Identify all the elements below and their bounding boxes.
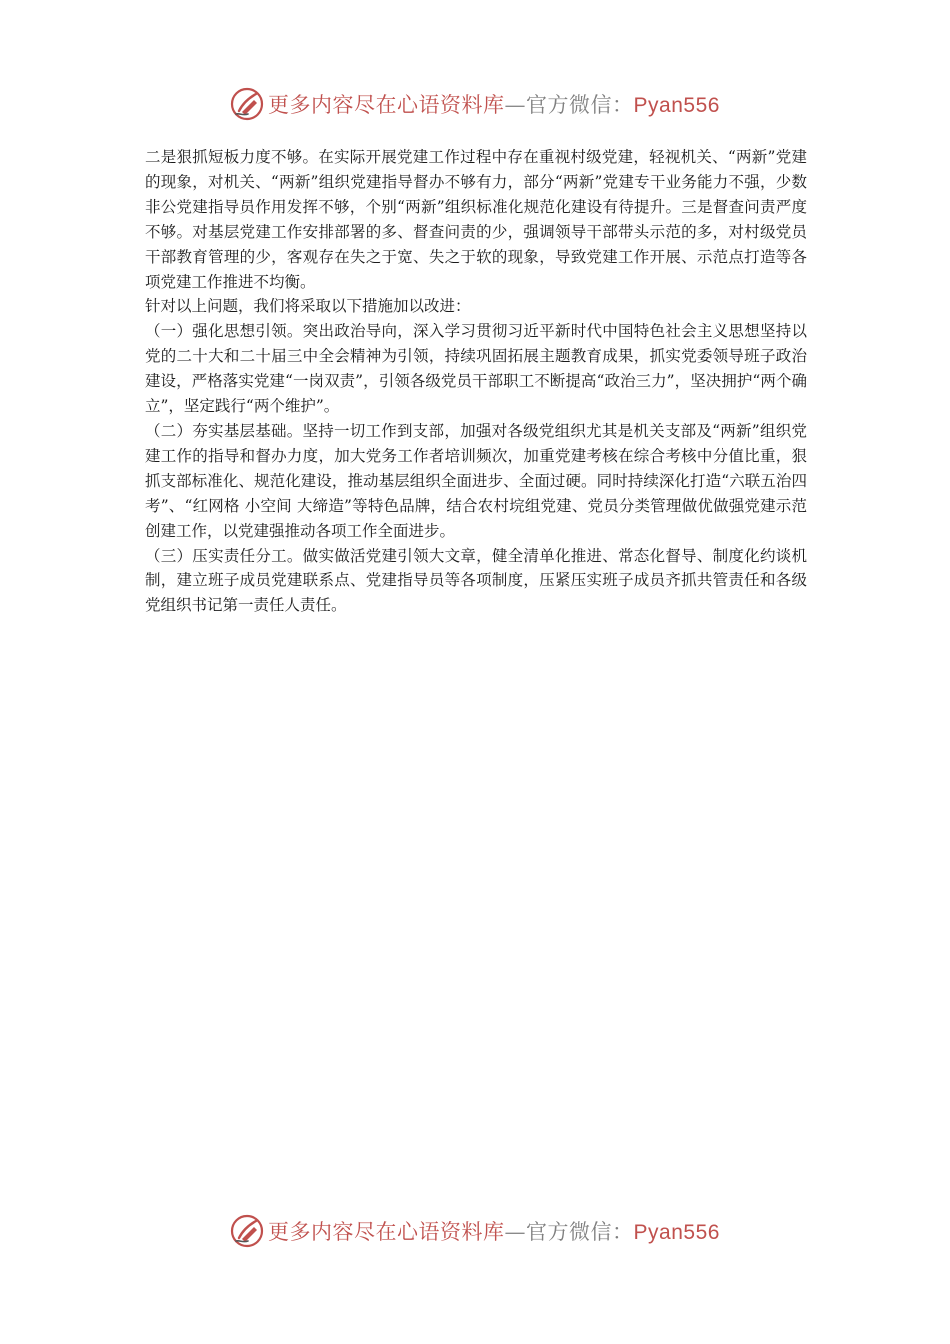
paragraph-measure-2: （二）夯实基层基础。坚持一切工作到支部，加强对各级党组织尤其是机关支部及“两新”组织党建工作的指导和督办力度，加大党务工作者培训频次，加重党建考核在综合考核中分值比重，狠抓支部标准化、规范化建设，推动基层组织全面进步、全面过硬。同时持续深化打造“六联五治四考”、“红网格 小空间 大缔造”等特色品牌，结合农村垸组党建、党员分类管理做优做强党建示范创建工作，以党建强推动各项工作全面进步。 (145, 421, 807, 540)
paragraph-measure-1: （一）强化思想引领。突出政治导向，深入学习贯彻习近平新时代中国特色社会主义思想坚持以党的二十大和二十届三中全会精神为引领，持续巩固拓展主题教育成果，抓实党委领导班子政治建设，严格落实党建“一岗双责”，引领各级党员干部职工不断提高“政治三力”，坚决拥护“两个确立”，坚定践行“两个维护”。 (145, 322, 807, 416)
paragraph-measures-intro: 针对以上问题，我们将采取以下措施加以改进： (145, 297, 471, 316)
paragraph-shortcomings: 二是狠抓短板力度不够。在实际开展党建工作过程中存在重视村级党建，轻视机关、“两新”党建的现象，对机关、“两新”组织党建指导督办不够有力，部分“两新”党建专干业务能力不强，少数非公党建指导员作用发挥不够，个别“两新”组织标准化规范化建设有待提升。三是督查问责严度不够。对基层党建工作安排部署的多、督查问责的少，强调领导干部带头示范的多，对村级党员干部教育管理的少，客观存在失之于宽、失之于软的现象，导致党建工作开展、示范点打造等各项党建工作推进不均衡。 (145, 148, 807, 291)
pen-signature-logo-icon (230, 1214, 264, 1248)
banner-dash: — (504, 1220, 527, 1244)
banner-main-text: 更多内容尽在心语资料库 (268, 93, 505, 117)
banner-text (268, 1216, 720, 1246)
banner-wechat-label: 官方微信： (526, 93, 634, 117)
banner-text (268, 89, 720, 119)
banner-wechat-id: Pyan556 (633, 94, 720, 117)
banner-main-text: 更多内容尽在心语资料库 (268, 1220, 505, 1244)
footer-banner-content (230, 1214, 720, 1248)
document-body (145, 145, 807, 618)
pen-signature-logo-icon (230, 87, 264, 121)
paragraph-measure-3: （三）压实责任分工。做实做活党建引领大文章，健全清单化推进、常态化督导、制度化约谈机制，建立班子成员党建联系点、党建指导员等各项制度，压紧压实班子成员齐抓共管责任和各级党组织书记第一责任人责任。 (145, 546, 807, 615)
banner-wechat-label: 官方微信： (526, 1220, 634, 1244)
header-banner-content (230, 87, 720, 121)
header-banner (0, 84, 950, 124)
footer-banner (0, 1211, 950, 1251)
banner-wechat-id: Pyan556 (633, 1221, 720, 1244)
banner-dash: — (504, 93, 527, 117)
